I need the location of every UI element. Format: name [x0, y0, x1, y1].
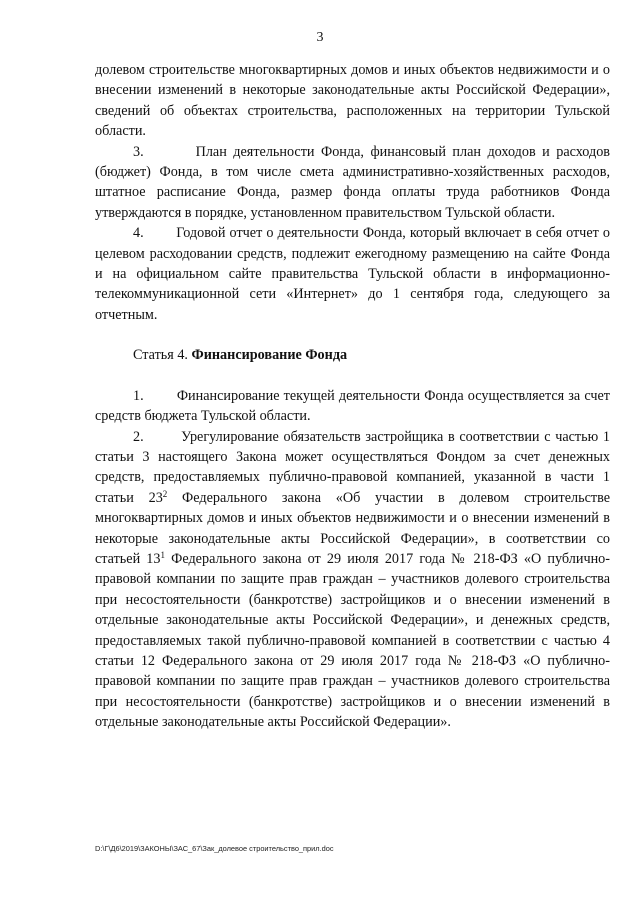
superscript-marker: 1	[160, 549, 165, 560]
article-item-2-text-c: Федерального закона от 29 июля 2017 года № 218-ФЗ «О публично-правовой компании по защите прав граждан – участников долевого строительства при несостоятельности (банкротстве) застройщиков и о внесении изменений в отдельные законодательные акты Российской Федерации», и денежных средств, предоставляемых такой публично-правовой компанией в соответствии с частью 4 статьи 12 Федерального закона от 29 июля 2017 года № 218-ФЗ «О публично-правовой компании по защите прав граждан – участников долевого строительства при несостоятельности (банкротстве) застройщиков и о внесении изменений в отдельные законодательные акты Российской Федерации».	[95, 550, 610, 731]
article-title: Финансирование Фонда	[191, 347, 348, 364]
spacer	[95, 325, 610, 345]
paragraph-item-4: 4. Годовой отчет о деятельности Фонда, который включает в себя отчет о целевом расходовании средств, подлежит ежегодному размещению на сайте Фонда и на официальном сайте правительства Тульской области в информационно-телекоммуникационной сети «Интернет» до 1 сентября года, следующего за отчетным.	[95, 225, 610, 323]
document-body	[95, 60, 610, 733]
paragraph-continuation: долевом строительстве многоквартирных домов и иных объектов недвижимости и о внесении изменений в некоторые законодательные акты Российской Федерации», сведений об объектах строительства, расположенных на территории Тульской области.	[95, 62, 610, 140]
article-prefix: Статья 4.	[133, 347, 188, 364]
superscript-marker: 2	[162, 488, 168, 499]
article-item-2-text-a: 2. Урегулирование обязательств застройщика в соответствии с частью 1 статьи 3 настоящего Закона может осуществляться Фондом за счет денежных средств, предоставляемых публично-правовой компанией, указанной в части 1 статьи 23	[95, 428, 610, 506]
article-item-2-text-b: Федерального закона «Об участии в долевом строительстве многоквартирных домов и иных объектов недвижимости и о внесении изменений в некоторые законодательные акты Российской Федерации», в соответствии со статьей 13	[95, 489, 610, 567]
article-heading	[95, 345, 610, 365]
article-item-1: 1. Финансирование текущей деятельности Фонда осуществляется за счет средств бюджета Тульской области.	[95, 387, 610, 425]
page-number: 3	[316, 30, 324, 45]
spacer	[95, 366, 610, 386]
paragraph-item-3: 3. План деятельности Фонда, финансовый план доходов и расходов (бюджет) Фонда, в том числе смета административно-хозяйственных расходов, штатное расписание Фонда, размер фонда оплаты труда работников Фонда утверждаются в порядке, установленном правительством Тульской области.	[95, 143, 610, 221]
article-item-2	[95, 427, 610, 733]
footer-file-path: D:\Г\Д6\2019\ЗАКОНЫ\ЗАС_67\Зак_долевое строительство_прил.doc	[95, 844, 334, 853]
